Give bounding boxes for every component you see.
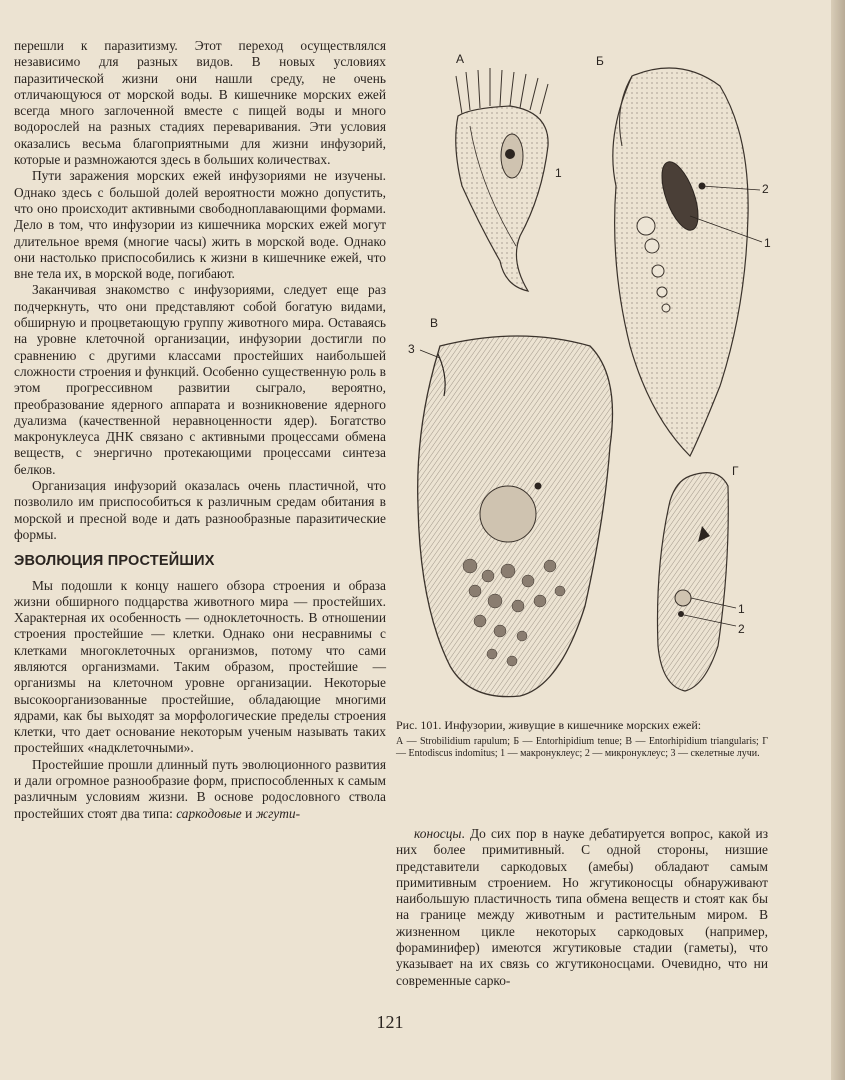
paragraph: перешли к паразитизму. Этот переход осуществлялся независимо для разных видов. В новых условиях паразитической жизни они нашли среду, не очень отличающуюся от морской воды. В кишечнике морских ежей всегда много заглоченной вместе с пищей воды и много водорослей на разных стадиях переваривания. Эти условия оказались весьма благоприятными для жизни инфузорий, которые и размножаются здесь в больших количествах. <box>14 38 386 168</box>
organism-v <box>418 336 613 697</box>
organism-a <box>456 68 548 291</box>
organism-g <box>658 473 737 691</box>
right-text-column <box>396 826 768 989</box>
text-run: . До сих пор в науке дебатируется вопрос, какой из них более примитивный. С одной стороны, низшие представители саркодовых (амебы) обладают самым примитивным строением. Но жгутиконосцы обнаруживают наибольшую пластичность типа обмена веществ и стоят как бы на границе между животным и растительным миром. В жизненном цикле некоторых саркодовых (например, фораминифер) имеются жгутиковые стадии (гаметы), что указывает на их связь со жгутиконосцами. Очевидно, что ни современные сарко- <box>396 826 768 988</box>
text-run: Простейшие прошли длинный путь эволюционного развития и дали огромное разнообразие форм, приспособленных к самым различным условиям жизни. В основе родословного ствола простейших стоят два типа: <box>14 756 386 821</box>
ciliate-illustration <box>400 46 780 706</box>
organism-b <box>613 68 762 456</box>
page-number: 121 <box>376 1012 404 1032</box>
callout-1-a: 1 <box>555 166 562 180</box>
figure-label-a: А <box>456 52 465 66</box>
figure-label-v: В <box>430 316 439 330</box>
caption-legend: А — Strobilidium rapulum; Б — Entorhipidium tenue; В — Entorhipidium triangularis; Г — Entodiscus indomitus; 1 — макронуклеус; 2 — микронуклеус; 3 — скелетные лучи. <box>396 736 768 759</box>
callout-2-b: 2 <box>762 182 769 196</box>
figure-label-b: Б <box>596 54 604 68</box>
callout-3-v: 3 <box>408 342 415 356</box>
section-heading: ЭВОЛЮЦИЯ ПРОСТЕЙШИХ <box>14 553 215 570</box>
paragraph: Организация инфузорий оказалась очень пластичной, что позволило им приспособиться к различным средам обитания в морской и пресной воде и дать разнообразные паразитические формы. <box>14 478 386 542</box>
paragraph: Пути заражения морских ежей инфузориями не изучены. Однако здесь с большой долей вероятности можно допустить, что оно происходит активными свободноплавающими формами. Дело в том, что инфузории из кишечника морских ежей могут длительное время (многие часы) жить в морской воде. Однако они настолько приспособились к жизни в кишечнике ежей, что вне тела их, в морской воде, погибают. <box>14 168 386 282</box>
paragraph: Мы подошли к концу нашего обзора строения и образа жизни обширного подцарства животного мира — простейших. Характерная их особенность — одноклеточность. В отношении строения простейшие — клетки. Однако они несравнимы с клетками многоклеточных организмов, потому что сами являются организмами. Таким образом, простейшие — организмы на клеточном уровне организации. Некоторые высокоорганизованные простейшие, обладающие многими ядрами, как бы выходят за морфологические пределы строения клетки, что дает основание некоторым ученым называть таких простейших «надклеточными». <box>14 577 386 756</box>
italic-term: жгути- <box>255 805 301 821</box>
left-text-column <box>14 38 386 822</box>
callout-2-g: 2 <box>738 622 745 636</box>
figure-caption <box>396 718 768 759</box>
callout-1-b: 1 <box>764 236 771 250</box>
caption-title: Рис. 101. Инфузории, живущие в кишечнике морских ежей: <box>396 718 702 732</box>
italic-term: коносцы <box>414 826 462 841</box>
italic-term: саркодовые <box>176 805 242 821</box>
callout-1-g: 1 <box>738 602 745 616</box>
figure-label-g: Г <box>732 464 739 478</box>
page-edge-shadow <box>831 0 845 1080</box>
paragraph <box>396 826 768 989</box>
paragraph: Заканчивая знакомство с инфузориями, следует еще раз подчеркнуть, что они представляют собой богатую видами, обширную и процветающую группу животного мира. Оставаясь на уровне клеточной организации, инфузории достигли по сравнению с другими классами простейших наибольшей сложности строения и функций. Особенно существенную роль в этом прогрессивном развитии сыграло, вероятно, преобразование ядерного аппарата и возникновение ядерного дуализма (качественной неравноценности ядер). Богатство макронуклеуса ДНК связано с активными процессами обмена веществ, с энергично протекающими процессами синтеза белков. <box>14 282 386 477</box>
text-run: и <box>241 805 256 821</box>
paragraph-last <box>14 757 386 822</box>
